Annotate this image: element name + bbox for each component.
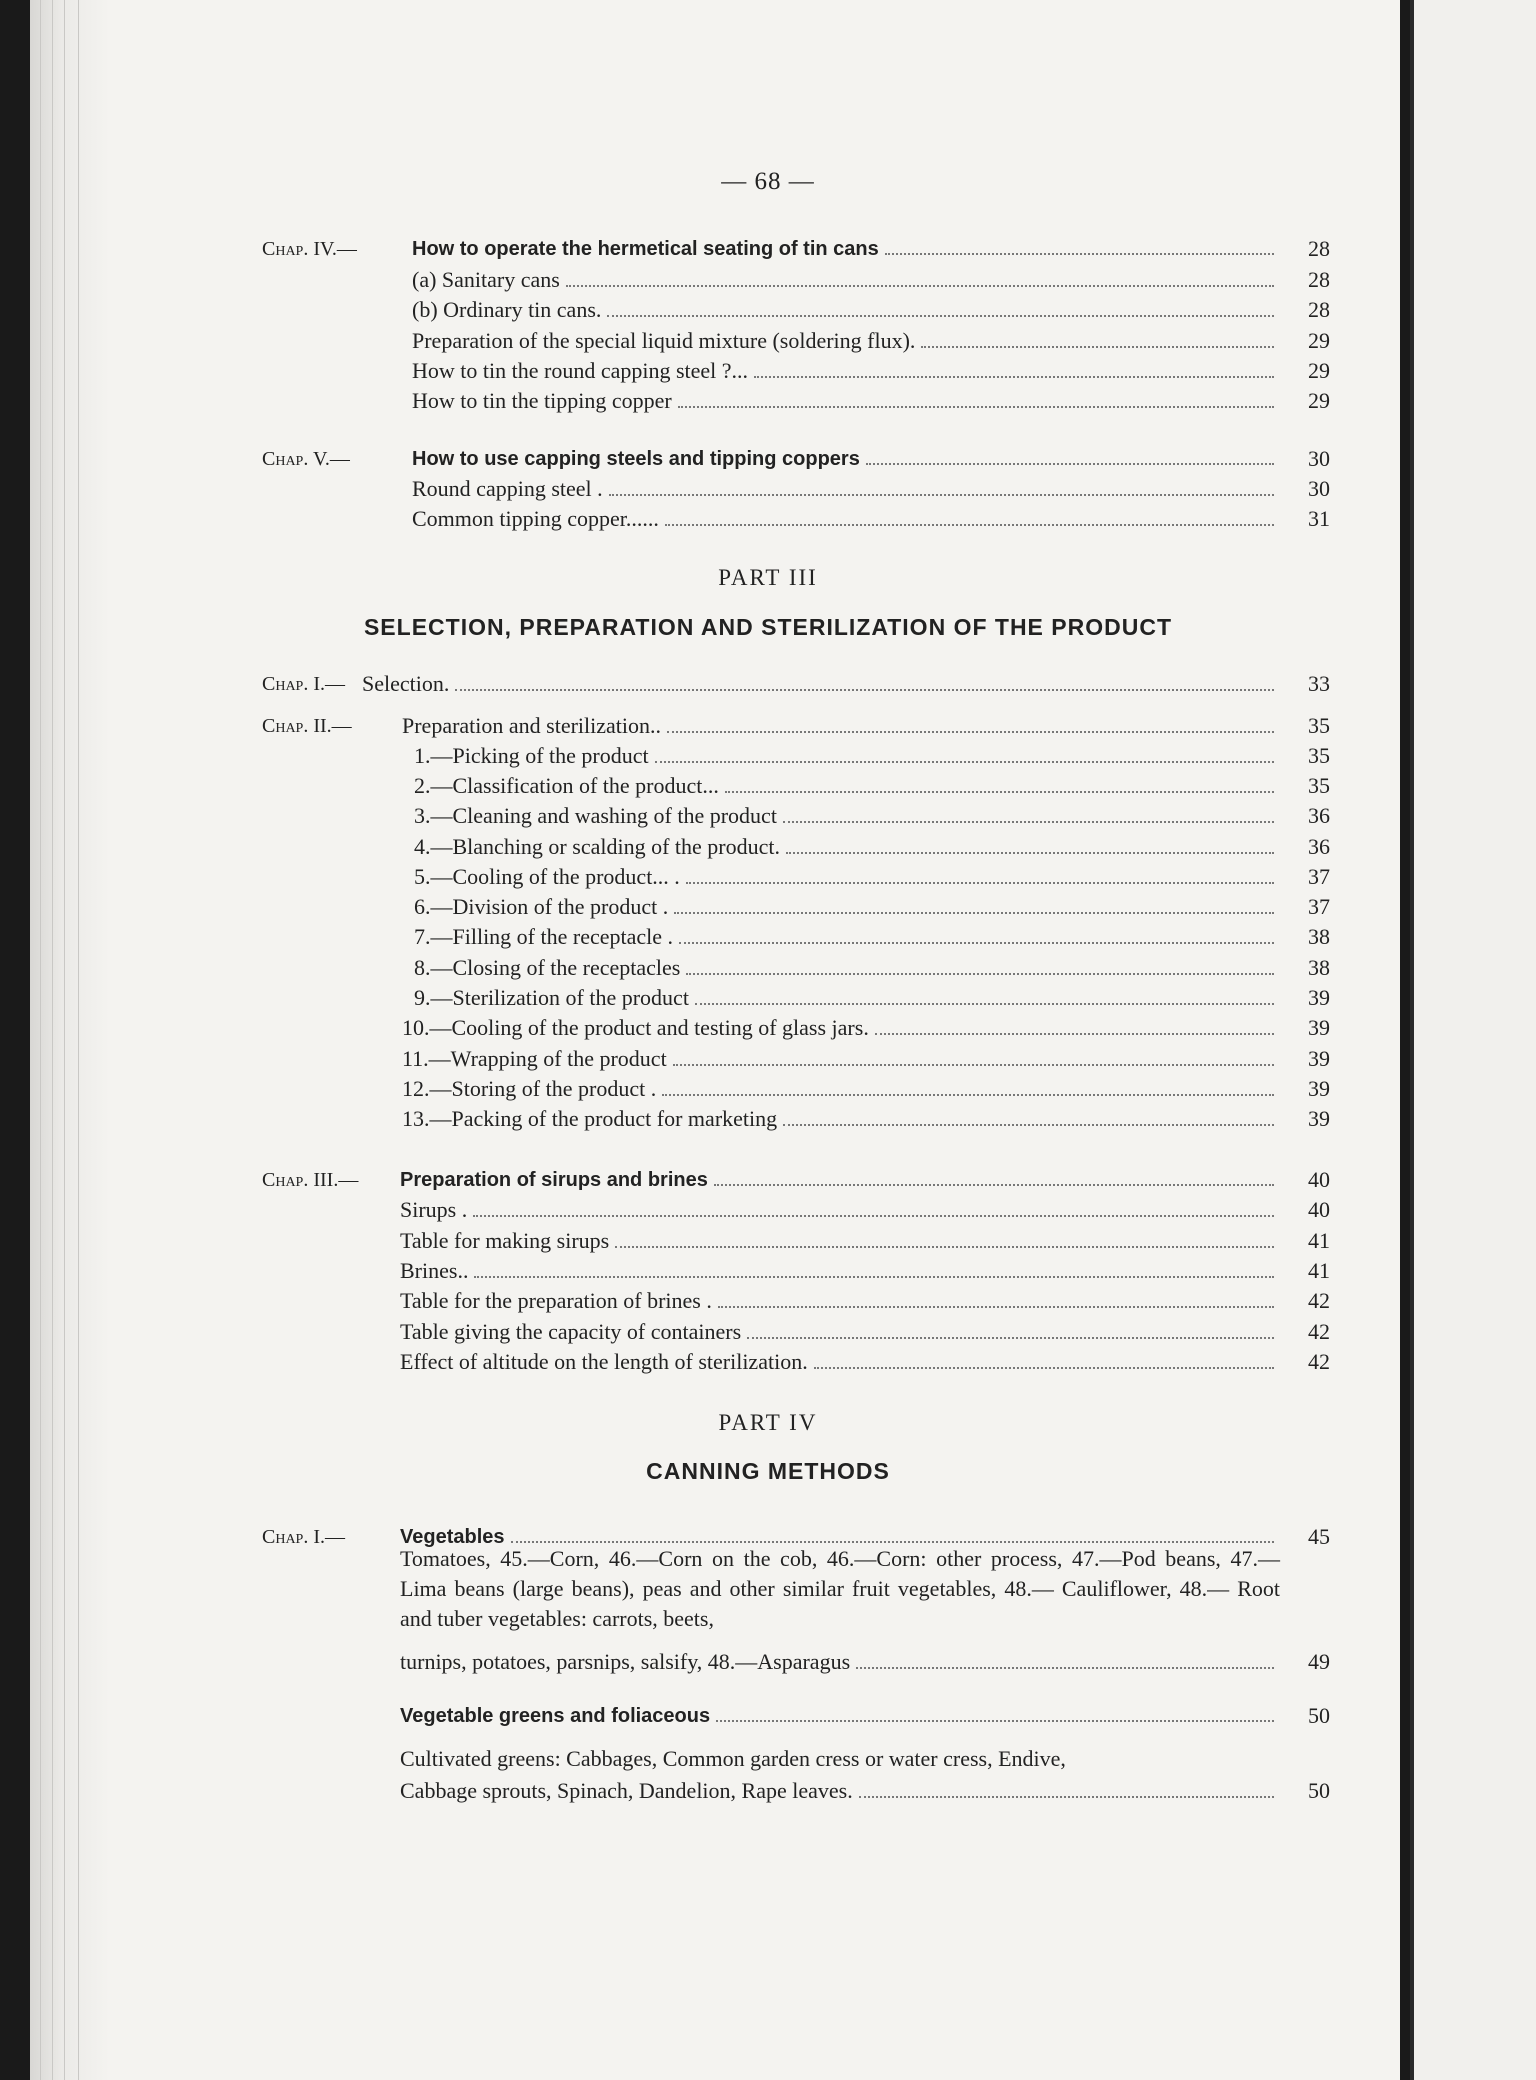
dot-leader (786, 852, 1274, 854)
dot-leader (754, 376, 1274, 378)
toc-entry (412, 503, 1280, 535)
toc-entry (400, 1164, 1280, 1196)
toc-entry (400, 1775, 1280, 1807)
page-gutter-shadow (30, 0, 110, 2080)
toc-page-number: 33 (1308, 671, 1330, 696)
toc-page-number: 29 (1308, 388, 1330, 413)
toc-page-number: 50 (1308, 1703, 1330, 1728)
dot-leader (885, 253, 1274, 255)
toc-row (262, 325, 1330, 357)
toc-row (262, 233, 1330, 265)
section-heading: CANNING METHODS (646, 1458, 890, 1484)
dot-leader (866, 463, 1274, 465)
toc-page-number: 39 (1308, 1106, 1330, 1131)
toc-entry (400, 1316, 1280, 1348)
toc-entry-title: Preparation of the special liquid mixture (soldering flux). (412, 328, 916, 353)
toc-entry-title: Vegetable greens and foliaceous (400, 1705, 711, 1727)
toc-row (262, 1346, 1330, 1378)
toc-row (262, 740, 1330, 772)
chapter-label: Chap. I.— (262, 673, 346, 695)
toc-entry-title: 8.—Closing of the receptacles (414, 955, 681, 980)
toc-entry (402, 1043, 1280, 1075)
toc-row (262, 1775, 1330, 1807)
chapter-label: Chap. I.— (262, 1526, 346, 1548)
toc-page-number: 29 (1308, 328, 1330, 353)
toc-page-number: 42 (1308, 1319, 1330, 1344)
toc-entry-title: 2.—Classification of the product... (414, 773, 719, 798)
toc-page-number: 37 (1308, 894, 1330, 919)
toc-entry (414, 861, 1280, 893)
toc-entry (412, 355, 1280, 387)
toc-row (262, 1225, 1330, 1257)
toc-page-number: 39 (1308, 985, 1330, 1010)
toc-entry (414, 831, 1280, 863)
dot-leader (686, 973, 1274, 975)
toc-row (262, 1194, 1330, 1226)
toc-row (262, 1012, 1330, 1044)
toc-page-number: 40 (1308, 1167, 1330, 1192)
toc-row (262, 1255, 1330, 1287)
toc-row (262, 921, 1330, 953)
toc-row (262, 264, 1330, 296)
toc-page-number: 39 (1308, 1046, 1330, 1071)
toc-entry (412, 385, 1280, 417)
toc-entry-title: 4.—Blanching or scalding of the product. (414, 834, 780, 859)
toc-entry-title: 5.—Cooling of the product... . (414, 864, 680, 889)
toc-entry (412, 325, 1280, 357)
toc-page-number: 39 (1308, 1015, 1330, 1040)
dot-leader (718, 1306, 1274, 1308)
toc-entry-title: 13.—Packing of the product for marketing (402, 1106, 778, 1131)
toc-page-number: 37 (1308, 864, 1330, 889)
toc-entry (400, 1255, 1280, 1287)
dot-leader (673, 1064, 1274, 1066)
part-label: PART IV (718, 1410, 818, 1435)
toc-entry-title: 3.—Cleaning and washing of the product (414, 803, 777, 828)
toc-entry (412, 294, 1280, 326)
toc-row (262, 668, 1330, 700)
toc-row (262, 1316, 1330, 1348)
toc-entry-title: Vegetables (400, 1526, 505, 1548)
toc-entry-title: Preparation of sirups and brines (400, 1169, 708, 1191)
dot-leader (814, 1367, 1274, 1369)
toc-entry-title: 12.—Storing of the product . (402, 1076, 657, 1101)
toc-entry (400, 1194, 1280, 1226)
toc-row (262, 861, 1330, 893)
toc-entry-title: How to tin the tipping copper (412, 388, 672, 413)
toc-page-number: 40 (1308, 1197, 1330, 1222)
dot-leader (667, 731, 1274, 733)
toc-row (262, 710, 1330, 742)
toc-page-number: 30 (1308, 446, 1330, 471)
toc-page-number: 36 (1308, 803, 1330, 828)
toc-page-number: 29 (1308, 358, 1330, 383)
chapter-label: Chap. V.— (262, 448, 350, 470)
toc-page-number: 35 (1308, 713, 1330, 738)
dot-leader (511, 1541, 1274, 1543)
toc-entry-title: Round capping steel . (412, 476, 603, 501)
toc-entry-title: Table for the preparation of brines . (400, 1288, 712, 1313)
toc-page-number: 36 (1308, 834, 1330, 859)
toc-row (262, 800, 1330, 832)
dot-leader (783, 821, 1274, 823)
toc-page-number: 30 (1308, 476, 1330, 501)
toc-row (262, 831, 1330, 863)
toc-entry-title: How to use capping steels and tipping coppers (412, 448, 860, 470)
dot-leader (747, 1337, 1274, 1339)
toc-entry (412, 473, 1280, 505)
toc-entry-title: 1.—Picking of the product (414, 743, 649, 768)
toc-entry-title: Cabbage sprouts, Spinach, Dandelion, Rape leaves. (400, 1778, 853, 1803)
dot-leader (856, 1667, 1274, 1669)
toc-page-number: 42 (1308, 1349, 1330, 1374)
toc-entry (402, 1073, 1280, 1105)
dot-leader (674, 912, 1274, 914)
page-number: — 68 — (721, 168, 815, 195)
toc-page-number: 41 (1308, 1228, 1330, 1253)
toc-entry (402, 1103, 1280, 1135)
dot-leader (607, 315, 1274, 317)
toc-entry (414, 982, 1280, 1014)
dot-leader (665, 524, 1274, 526)
toc-page-number: 28 (1308, 297, 1330, 322)
dot-leader (783, 1124, 1274, 1126)
toc-page-number: 38 (1308, 924, 1330, 949)
toc-entry-title: Preparation and sterilization.. (402, 713, 662, 738)
toc-entry (414, 770, 1280, 802)
toc-page-number: 41 (1308, 1258, 1330, 1283)
toc-entry-title: 10.—Cooling of the product and testing of glass jars. (402, 1015, 869, 1040)
page-edge-line (64, 0, 65, 2080)
toc-row (262, 1285, 1330, 1317)
toc-entry-title: Table giving the capacity of containers (400, 1319, 742, 1344)
chapter-label: Chap. II.— (262, 715, 352, 737)
toc-row (262, 1164, 1330, 1196)
toc-entry (414, 952, 1280, 984)
dot-leader (474, 1276, 1274, 1278)
toc-page-number: 28 (1308, 267, 1330, 292)
toc-row (262, 443, 1330, 475)
facing-page-edge (1410, 0, 1536, 2080)
toc-entry-title: How to tin the round capping steel ?... (412, 358, 749, 383)
toc-entry-title: Common tipping copper...... (412, 506, 659, 531)
toc-row (262, 385, 1330, 417)
dot-leader (473, 1215, 1274, 1217)
dot-leader (725, 791, 1274, 793)
toc-row (262, 1700, 1330, 1732)
dot-leader (678, 406, 1274, 408)
toc-entry (414, 891, 1280, 923)
toc-page-number: 28 (1308, 236, 1330, 261)
toc-entry-title: Brines.. (400, 1258, 469, 1283)
toc-entry (402, 1012, 1280, 1044)
toc-entry (400, 1346, 1280, 1378)
toc-row (262, 770, 1330, 802)
toc-page-number: 31 (1308, 506, 1330, 531)
toc-entry-title: (a) Sanitary cans (412, 267, 560, 292)
section-heading: SELECTION, PREPARATION AND STERILIZATION OF THE PRODUCT (363, 614, 1173, 640)
dot-leader (686, 882, 1274, 884)
toc-entry-title: Selection. (362, 671, 450, 696)
toc-entry (414, 800, 1280, 832)
toc-row (262, 294, 1330, 326)
toc-page-number: 38 (1308, 955, 1330, 980)
toc-row (262, 982, 1330, 1014)
toc-entry-title: 7.—Filling of the receptacle . (414, 924, 674, 949)
page-edge-line (78, 0, 79, 2080)
toc-page-number: 49 (1308, 1649, 1330, 1674)
toc-entry (414, 921, 1280, 953)
toc-entry (400, 1225, 1280, 1257)
toc-entry-title: Table for making sirups (400, 1228, 610, 1253)
dot-leader (714, 1184, 1274, 1186)
toc-entry (402, 710, 1280, 742)
toc-row (262, 473, 1330, 505)
page-edge-line (52, 0, 53, 2080)
dot-leader (662, 1094, 1274, 1096)
toc-entry-title: Sirups . (400, 1197, 468, 1222)
toc-entry-title: 11.—Wrapping of the product (402, 1046, 667, 1071)
toc-row (262, 355, 1330, 387)
toc-paragraph: Cultivated greens: Cabbages, Common garden cress or water cress, Endive, (400, 1746, 1066, 1771)
toc-entry (400, 1646, 1280, 1678)
toc-paragraph: Tomatoes, 45.—Corn, 46.—Corn on the cob, 46.—Corn: other process, 47.—Pod beans, 47.—Lima beans (large beans), peas and other similar fruit vegetables, 48.— Cauliflower, 48.— Root and tuber vegetables: carrots, beets, (400, 1546, 1280, 1631)
toc-entry (412, 264, 1280, 296)
toc-entry (414, 740, 1280, 772)
toc-page-number: 39 (1308, 1076, 1330, 1101)
chapter-label: Chap. III.— (262, 1169, 359, 1191)
dot-leader (679, 942, 1274, 944)
toc-entry-title: (b) Ordinary tin cans. (412, 297, 602, 322)
toc-row (262, 1073, 1330, 1105)
page-edge-line (40, 0, 41, 2080)
toc-page-number: 42 (1308, 1288, 1330, 1313)
toc-entry-title: 9.—Sterilization of the product (414, 985, 689, 1010)
toc-page-number: 45 (1308, 1524, 1330, 1549)
toc-entry (400, 1285, 1280, 1317)
dot-leader (609, 494, 1274, 496)
dot-leader (875, 1033, 1274, 1035)
toc-entry-title: turnips, potatoes, parsnips, salsify, 48.—Asparagus (400, 1649, 851, 1674)
dot-leader (695, 1003, 1274, 1005)
toc-entry (400, 1700, 1280, 1732)
part-label: PART III (718, 565, 818, 590)
toc-entry (362, 668, 1280, 700)
dot-leader (615, 1246, 1274, 1248)
chapter-label: Chap. IV.— (262, 238, 357, 260)
toc-row (262, 503, 1330, 535)
toc-row (262, 891, 1330, 923)
toc-entry (412, 233, 1280, 265)
toc-page-number: 35 (1308, 743, 1330, 768)
dot-leader (566, 285, 1274, 287)
toc-entry (412, 443, 1280, 475)
dot-leader (716, 1720, 1274, 1722)
dot-leader (655, 761, 1274, 763)
toc-row (262, 952, 1330, 984)
toc-page-number: 50 (1308, 1778, 1330, 1803)
toc-entry-title: 6.—Division of the product . (414, 894, 669, 919)
toc-page-number: 35 (1308, 773, 1330, 798)
toc-entry-title: Effect of altitude on the length of sterilization. (400, 1349, 808, 1374)
toc-row (262, 1043, 1330, 1075)
toc-entry-title: How to operate the hermetical seating of tin cans (412, 238, 879, 260)
dot-leader (921, 346, 1274, 348)
toc-row (262, 1103, 1330, 1135)
toc-row (262, 1646, 1330, 1678)
dot-leader (859, 1796, 1274, 1798)
dot-leader (455, 689, 1274, 691)
